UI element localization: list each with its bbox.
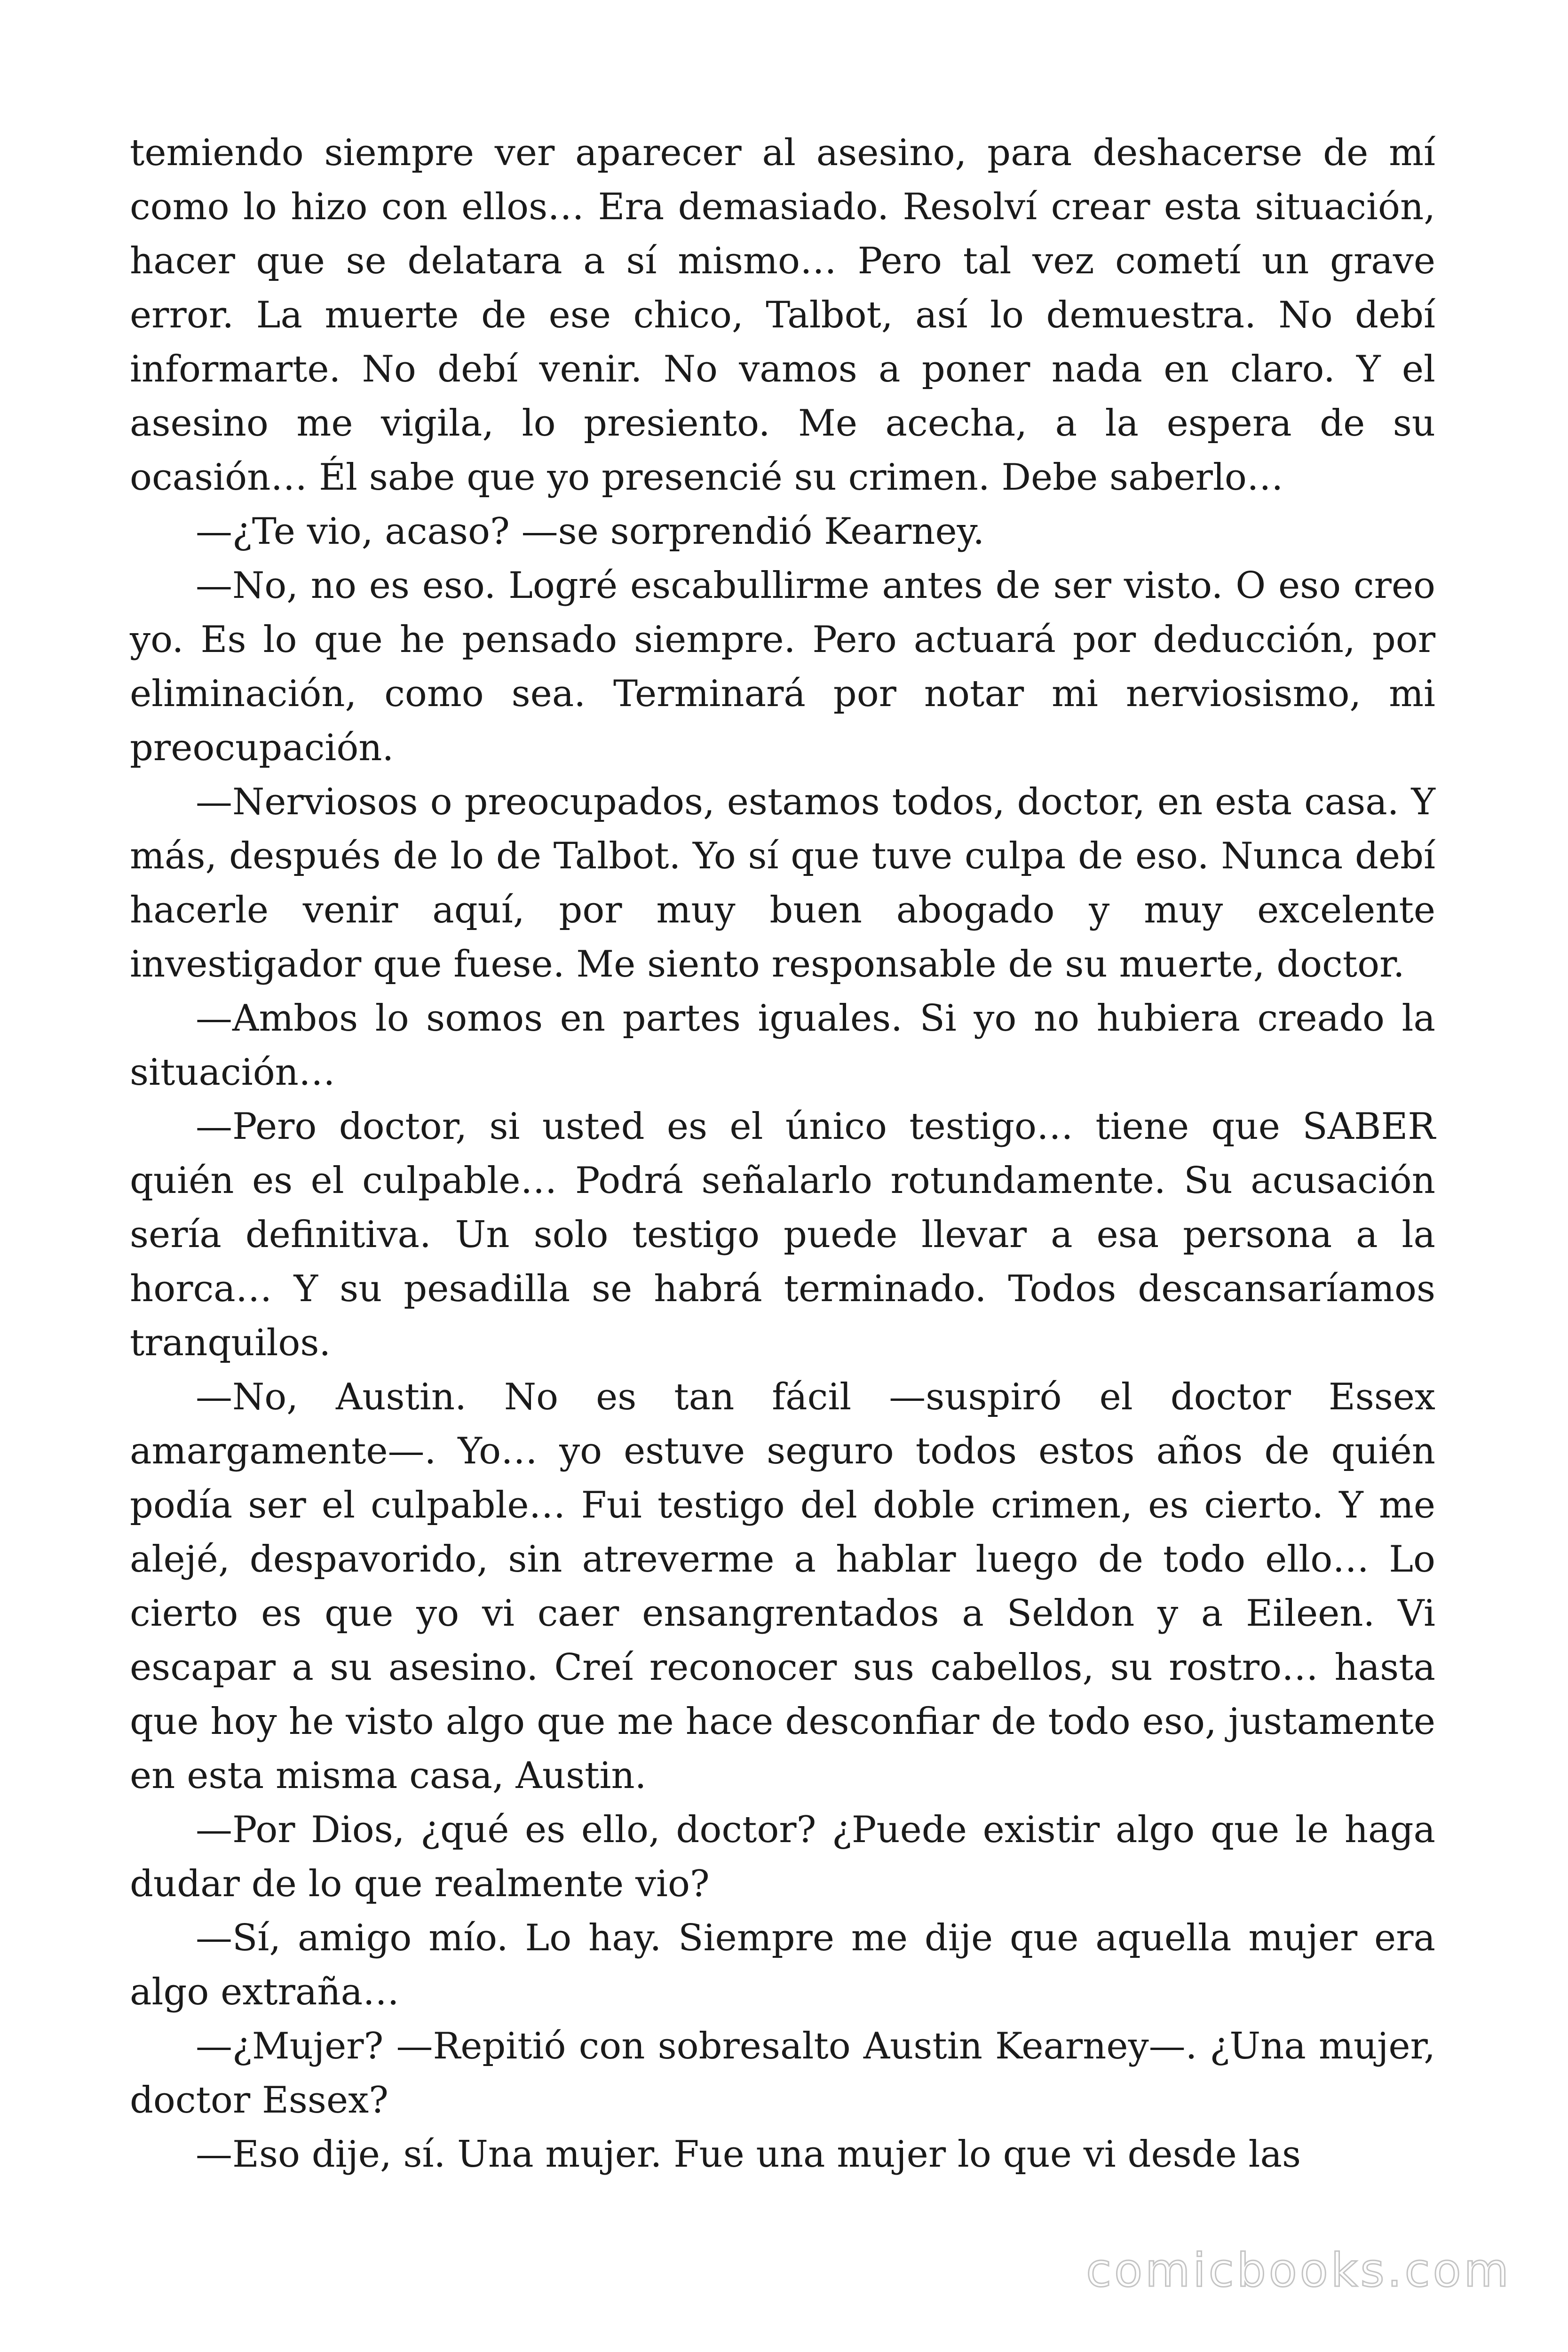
paragraph-4: —Nerviosos o preocupados, estamos todos, doctor, en esta casa. Y más, después de lo de Talbot. Yo sí que tuve culpa de eso. Nunca debí hacerle venir aquí, por muy buen abogado y muy excelente investigador que fuese. Me siento responsable de su muerte, doctor. <box>130 781 1435 985</box>
paragraph-11: —Eso dije, sí. Una mujer. Fue una mujer lo que vi desde las <box>196 2133 1301 2176</box>
paragraph-5: —Ambos lo somos en partes iguales. Si yo no hubiera creado la situación… <box>130 997 1435 1094</box>
watermark: comicbooks.com <box>1086 2244 1512 2297</box>
paragraph-9: —Sí, amigo mío. Lo hay. Siempre me dije que aquella mujer era algo extraña… <box>130 1917 1435 2013</box>
paragraph-6: —Pero doctor, si usted es el único testigo… tiene que SABER quién es el culpable… Podrá señalarlo rotundamente. Su acusación sería definitiva. Un solo testigo puede llevar a esa persona a la horca… Y su pesadilla se habrá terminado. Todos descansaríamos tranquilos. <box>130 1105 1435 1364</box>
paragraph-7: —No, Austin. No es tan fácil —suspiró el doctor Essex amargamente—. Yo… yo estuve seguro todos estos años de quién podía ser el culpable… Fui testigo del doble crimen, es cierto. Y me alejé, despavorido, sin atreverme a hablar luego de todo ello… Lo cierto es que yo vi caer ensangrentados a Seldon y a Eileen. Vi escapar a su asesino. Creí reconocer sus cabellos, su rostro… hasta que hoy he visto algo que me hace desconfiar de todo eso, justamente en esta misma casa, Austin. <box>130 1376 1435 1797</box>
paragraph-3: —No, no es eso. Logré escabullirme antes de ser visto. O eso creo yo. Es lo que he pensado siempre. Pero actuará por deducción, por eliminación, como sea. Terminará por notar mi nerviosismo, mi preocupación. <box>130 564 1435 769</box>
paragraph-2: —¿Te vio, acaso? —se sorprendió Kearney. <box>196 510 985 553</box>
paragraph-1: temiendo siempre ver aparecer al asesino, para deshacerse de mí como lo hizo con ellos… Era demasiado. Resolví crear esta situación, hacer que se delatara a sí mismo… Pero tal vez cometí un grave error. La muerte de ese chico, Talbot, así lo demuestra. No debí informarte. No debí venir. No vamos a poner nada en claro. Y el asesino me vigila, lo presiento. Me acecha, a la espera de su ocasión… Él sabe que yo presencié su crimen. Debe saberlo… <box>130 132 1435 499</box>
paragraph-10: —¿Mujer? —Repitió con sobresalto Austin Kearney—. ¿Una mujer, doctor Essex? <box>130 2025 1435 2122</box>
body-text <box>130 126 1435 2182</box>
paragraph-8: —Por Dios, ¿qué es ello, doctor? ¿Puede existir algo que le haga dudar de lo que realmente vio? <box>130 1809 1435 1905</box>
